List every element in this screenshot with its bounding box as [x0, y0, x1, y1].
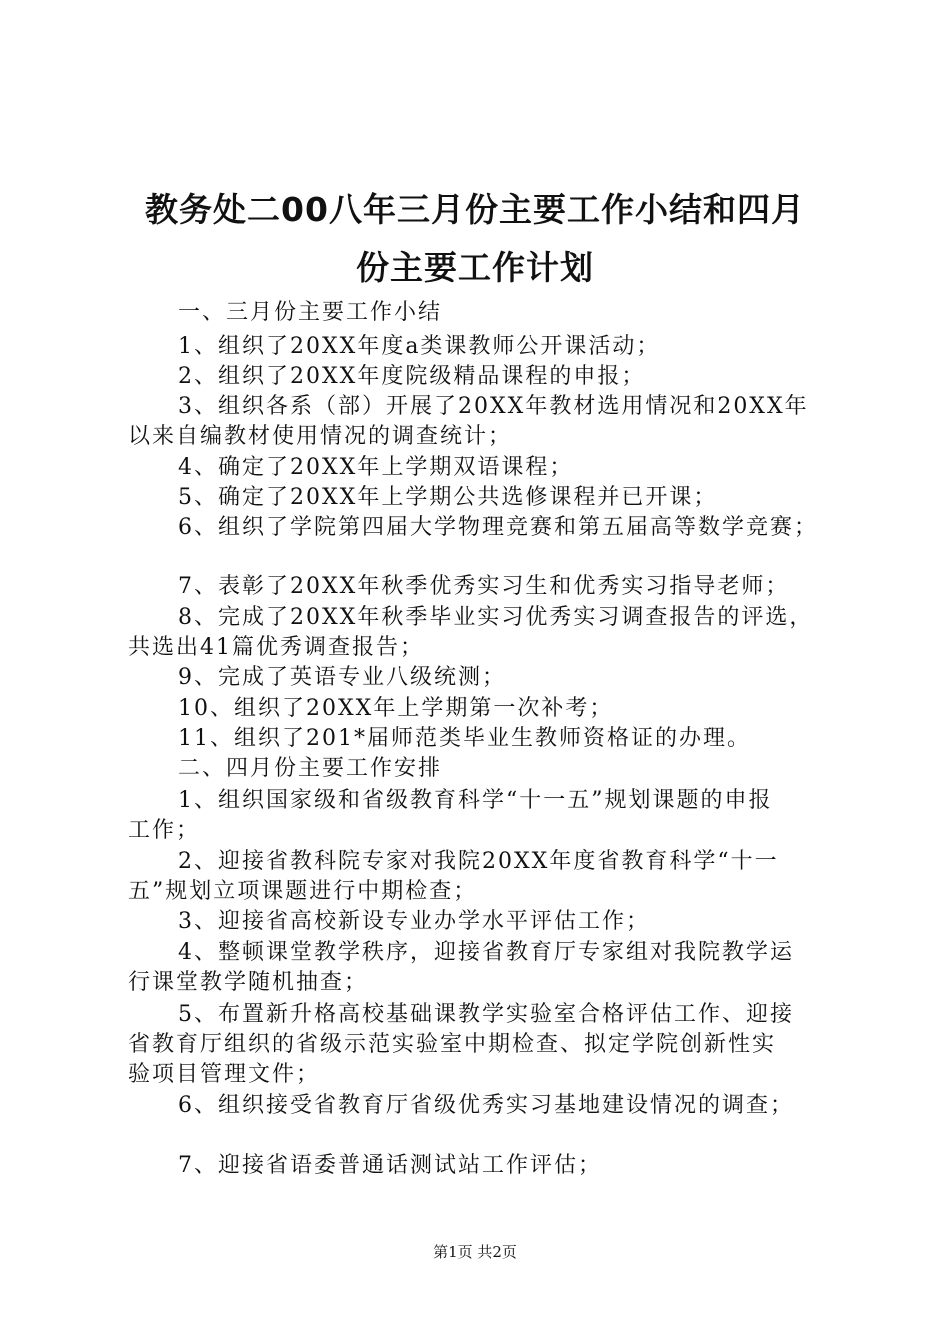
paragraph-line: 验项目管理文件；: [128, 1062, 321, 1087]
paragraph-line: 9、完成了英语专业八级统测；: [178, 665, 506, 690]
paragraph-line: 3、组织各系（部）开展了20XX年教材选用情况和20XX年: [178, 394, 809, 419]
paragraph-line: 共选出41篇优秀调查报告；: [128, 635, 424, 660]
document-title-line-2: 份主要工作计划: [356, 248, 594, 287]
paragraph-line: 10、组织了20XX年上学期第一次补考；: [178, 696, 614, 721]
paragraph-line: 6、组织了学院第四届大学物理竞赛和第五届高等数学竞赛；: [178, 515, 818, 540]
paragraph-line: 1、组织国家级和省级教育科学“十一五”规划课题的申报: [178, 788, 773, 813]
paragraph-line: 5、确定了20XX年上学期公共选修课程并已开课；: [178, 485, 718, 510]
paragraph-line: 行课堂教学随机抽查；: [128, 970, 369, 995]
paragraph-line: 工作；: [128, 818, 201, 843]
document-title-line-1: 教务处二00八年三月份主要工作小结和四月: [145, 190, 805, 229]
paragraph-line: 11、组织了201*届师范类毕业生教师资格证的办理。: [178, 726, 751, 751]
paragraph-line: 6、组织接受省教育厅省级优秀实习基地建设情况的调查；: [178, 1093, 794, 1118]
paragraph-line: 省教育厅组织的省级示范实验室中期检查、拟定学院创新性实: [128, 1032, 777, 1057]
paragraph-line: 7、表彰了20XX年秋季优秀实习生和优秀实习指导老师；: [178, 574, 790, 599]
paragraph-line: 2、迎接省教科院专家对我院20XX年度省教育科学“十一: [178, 849, 779, 874]
paragraph-line: 3、迎接省高校新设专业办学水平评估工作；: [178, 909, 650, 934]
paragraph-line: 5、布置新升格高校基础课教学实验室合格评估工作、迎接: [178, 1002, 794, 1027]
paragraph-line: 7、迎接省语委普通话测试站工作评估；: [178, 1153, 602, 1178]
paragraph-line: 4、整顿课堂教学秩序，迎接省教育厅专家组对我院教学运: [178, 940, 794, 965]
paragraph-line: 4、确定了20XX年上学期双语课程；: [178, 455, 574, 480]
page-number-footer: 第1页 共2页: [433, 1243, 517, 1261]
section-heading-april-plan: 二、四月份主要工作安排: [178, 756, 443, 781]
paragraph-line: 以来自编教材使用情况的调查统计；: [128, 424, 513, 449]
section-heading-march-summary: 一、三月份主要工作小结: [178, 300, 443, 325]
paragraph-line: 五”规划立项课题进行中期检查；: [128, 879, 478, 904]
paragraph-line: 2、组织了20XX年度院级精品课程的申报；: [178, 364, 646, 389]
paragraph-line: 1、组织了20XX年度a类课教师公开课活动；: [178, 334, 661, 359]
paragraph-line: 8、完成了20XX年秋季毕业实习优秀实习调查报告的评选，: [178, 605, 814, 630]
